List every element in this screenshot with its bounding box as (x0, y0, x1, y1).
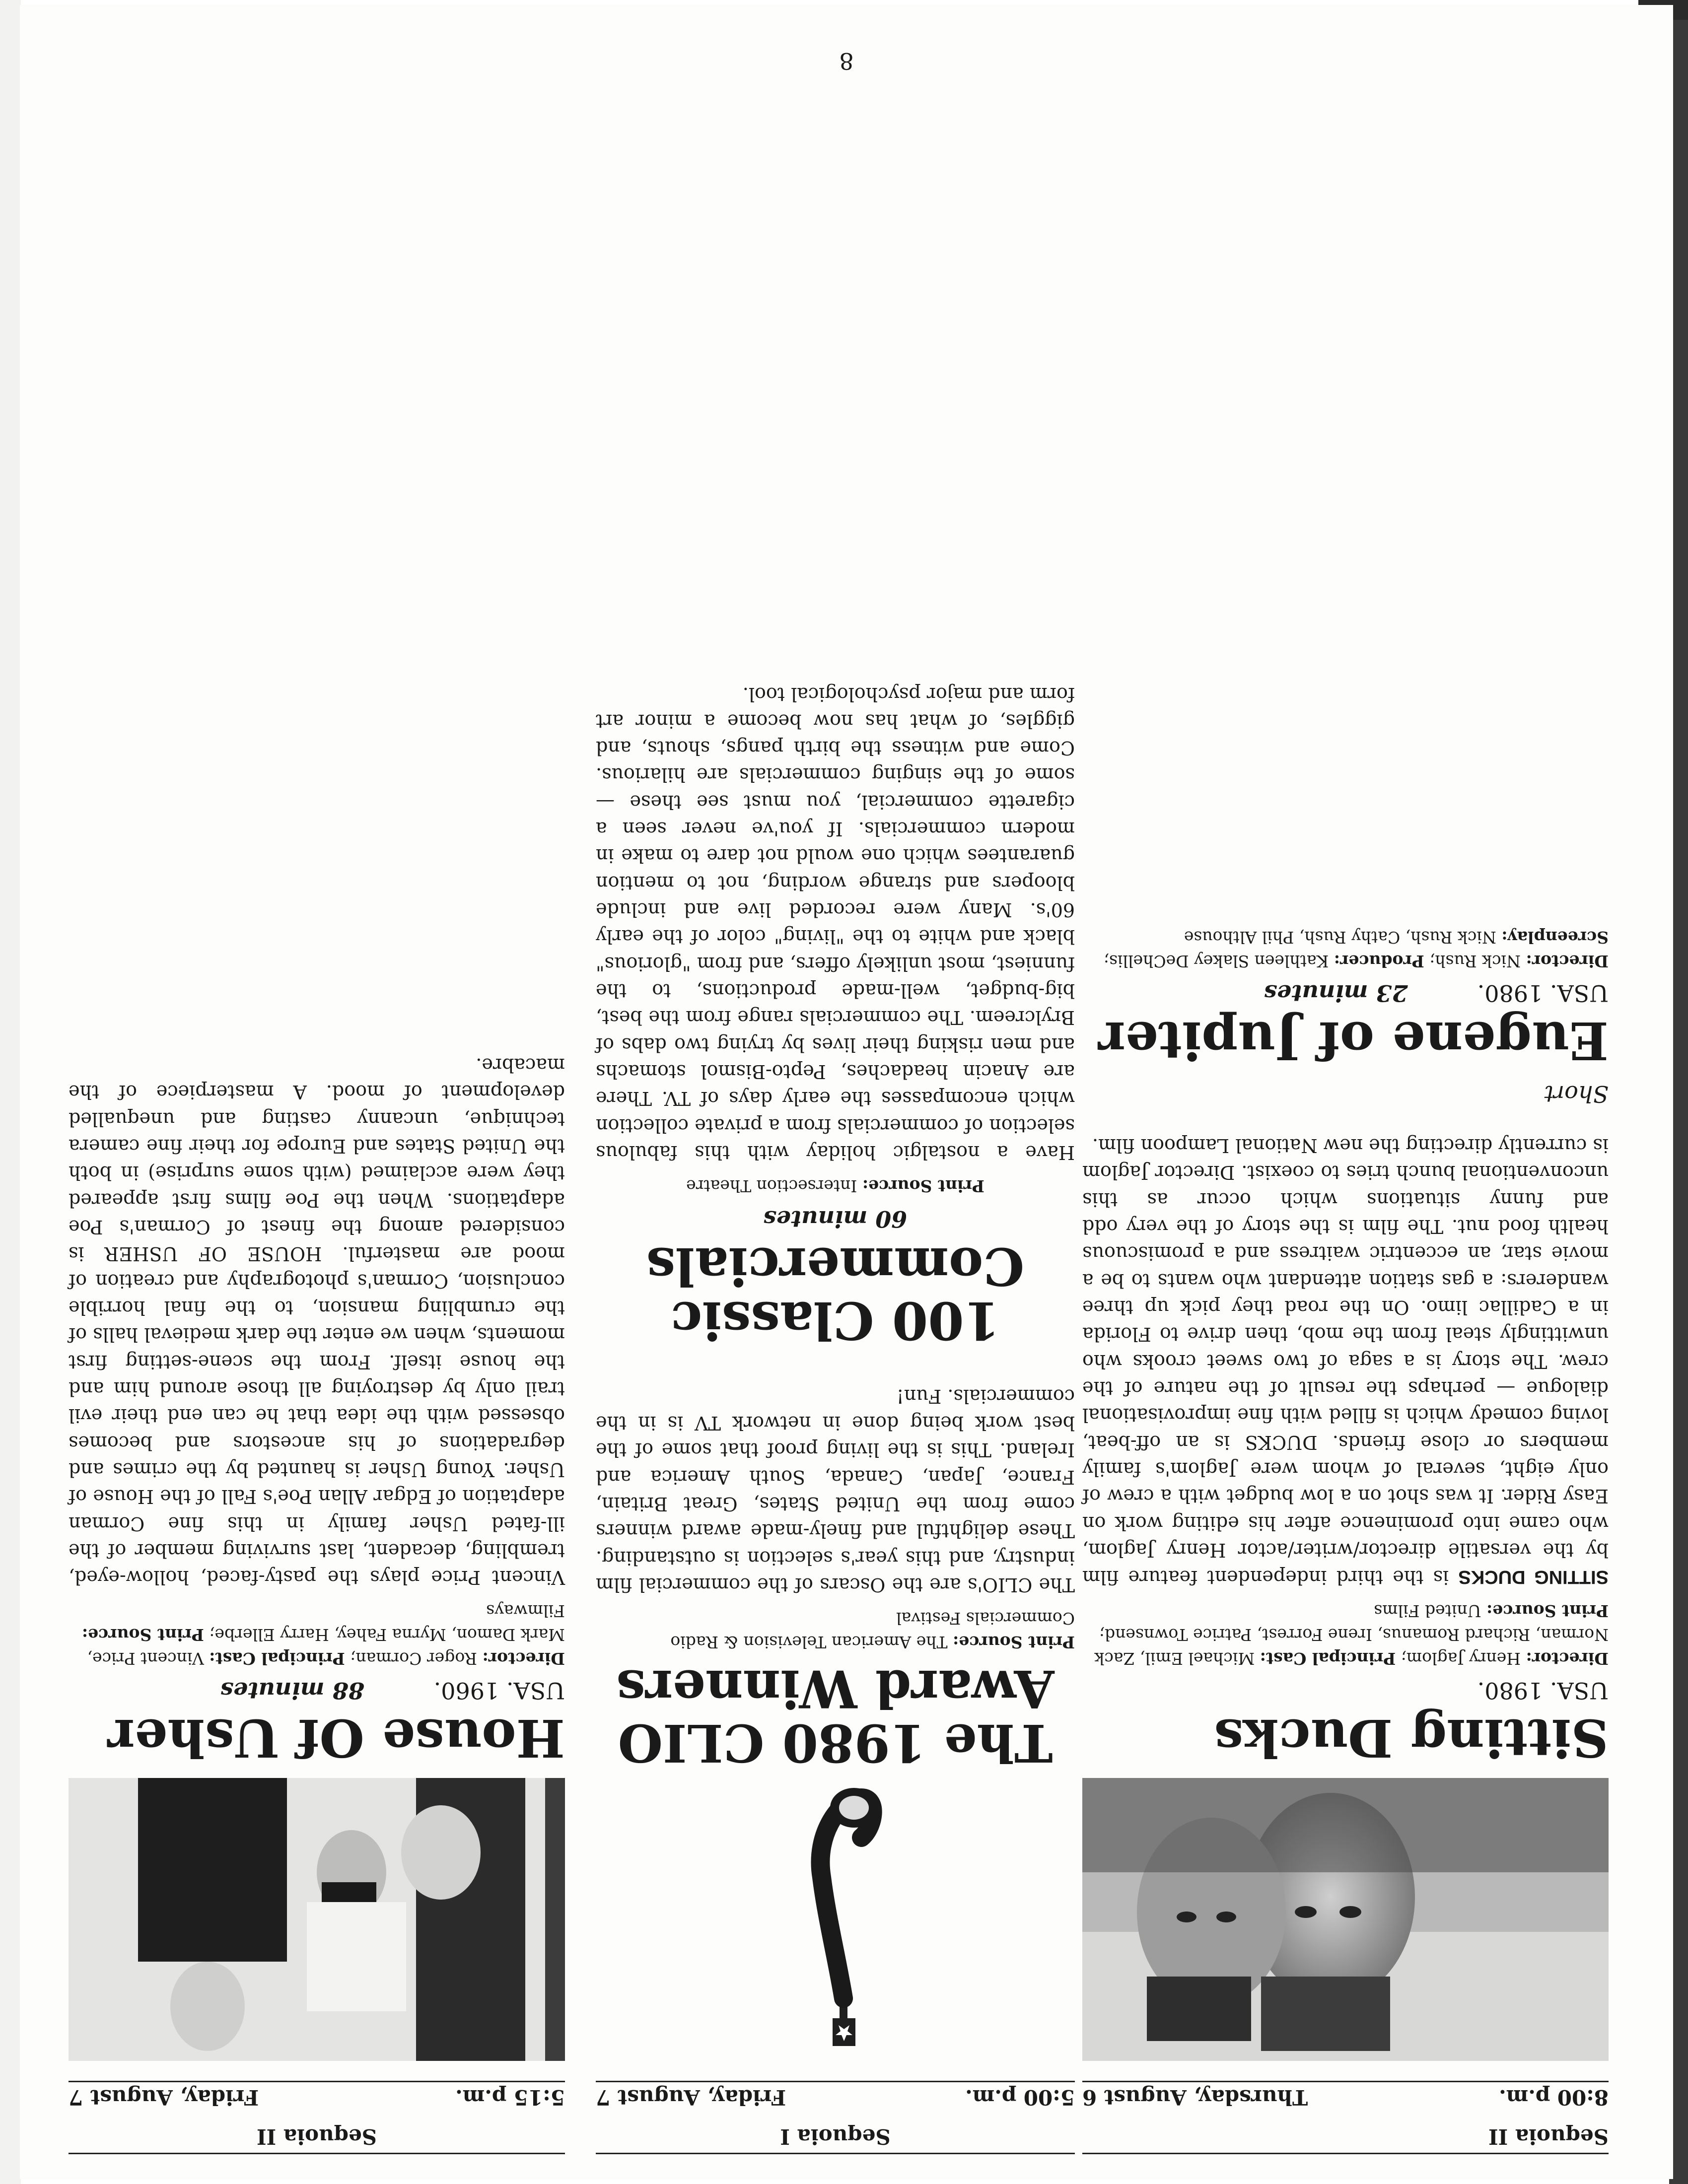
credit-label: Print Source: (81, 1625, 204, 1644)
show-date: Friday, August 7 (69, 2085, 259, 2110)
credit-label: Director: (1526, 1648, 1609, 1668)
short-film-meta (1082, 980, 1609, 1007)
showtime: 5:15 p.m. (455, 2085, 565, 2110)
country-year: USA. 1980. (1477, 1677, 1609, 1704)
credit-label: Screenplay: (1501, 927, 1609, 947)
credit-text: Vincent Price, Mark Damon, Myrna Fahey, Harry Ellerbe; (87, 1625, 565, 1668)
film-meta (1082, 1677, 1609, 1704)
credit-label: Principal Cast: (1260, 1648, 1396, 1668)
second-film-description: Have a nostalgic holiday with this fabulous selection of commercials from a private collection which encompasses the early days of TV. There are Anacin headaches, Pepto-Bismol stomachs and men risking their lives by trying two dabs of Brylcreem. The commercials range from the best, big-budget, well-made productions, to the funniest, most unlikely offers, and from "glorious" black and white to the "living" color of the early 60's. Many were recorded live and include bloopers and strange wording, not to mention guarantees which one would not dare to make in modern commercials. If you've never seen a cigarette commercial, you must see these — some of the singing commercials are hilarious. Come and witness the birth pangs, shouts, and giggles, of what has now become a minor art form and major psychological tool. (596, 683, 1075, 1164)
country-year: USA. 1980. (1477, 979, 1609, 1007)
showtime: 5:00 p.m. (965, 2085, 1075, 2110)
country-year: USA. 1960. (433, 1677, 565, 1704)
film-credits (69, 1599, 565, 1670)
venue: Sequoia II (256, 2124, 377, 2149)
credit-text: Michael Emil, Zack Norman, Richard Romanus, Irene Forrest, Patrice Townsend; (1094, 1625, 1609, 1668)
duration: 60 minutes (763, 1205, 908, 1232)
credit-label: Director: (1526, 951, 1609, 971)
schedule-bar (596, 2081, 1075, 2154)
film-title: The 1980 CLIO Award Winners (616, 1658, 1055, 1774)
film-still-photo (1082, 1778, 1609, 2061)
credit-text: Filmways (486, 1601, 565, 1621)
print-source (596, 1606, 1075, 1654)
description-text: is the third independent feature film by the versatile director/writer/actor Henry Jaglom, who came into prominence after his editing work on Easy Rider. It was shot on a low budget with a crew of only eight, several of whom were Jaglom's family members or close friends. DUCKS is an off-beat, loving comedy which is filled with fine improvisational dialogue — perhaps the result of the nature of the crew. The story is a saga of two sweet crooks who unwittingly steal from the mob, then drive to Florida in a Cadillac limo. On the road they pick up three wanderers: a gas station attendant who wants to be a movie star, an eccentric waitress and a promiscuous health food nut. The film is the story of the very odd and funny situations which occur as this unconventional bunch tries to coexist. Director Jaglom is currently directing the new National Lampoon film. (1082, 1135, 1609, 1589)
credit-label: Principal Cast: (209, 1648, 345, 1668)
venue: Sequoia II (1488, 2124, 1609, 2149)
film-meta (69, 1677, 565, 1704)
short-film-credits (1082, 925, 1609, 973)
film-title-inline: SITTING DUCKS (1458, 1567, 1609, 1588)
film-title: Sitting Ducks (1214, 1707, 1609, 1769)
column-clio (596, 681, 1075, 2154)
venue: Sequoia I (780, 2124, 891, 2149)
column-usher (69, 1052, 565, 2154)
credit-text: Roger Corman; (345, 1648, 483, 1668)
credit-label: Print Source: (1486, 1601, 1609, 1621)
print-source-label: Print Source: (862, 1176, 985, 1196)
second-film-meta (596, 1206, 1075, 1232)
short-film-title: Eugene of Jupiter (1098, 1010, 1609, 1071)
second-print-source (596, 1174, 1075, 1198)
credit-label: Director: (482, 1648, 565, 1668)
credit-text: United Films (1374, 1601, 1487, 1621)
film-still-photo (69, 1778, 565, 2061)
schedule-bar (1082, 2081, 1609, 2154)
clio-trophy-icon (596, 1783, 1075, 2066)
print-source-text: The American Television & Radio Commercials Festival (670, 1608, 1075, 1652)
duration: 23 minutes (1264, 979, 1408, 1007)
credit-text: Kathleen Slakey DeChellis; (1103, 951, 1334, 971)
column-sitting-ducks (1082, 917, 1609, 2154)
duration: 88 minutes (220, 1677, 364, 1704)
program-page (20, 5, 1673, 2179)
short-label: Short (1544, 1080, 1609, 1107)
show-date: Friday, August 7 (596, 2085, 786, 2110)
print-source-text: Intersection Theatre (686, 1176, 862, 1196)
credit-text: Nick Rush, Cathy Rush, Phil Althouse (1184, 927, 1502, 947)
schedule-bar (69, 2081, 565, 2154)
credit-label: Producer: (1334, 951, 1424, 971)
page-number: 8 (839, 48, 854, 74)
credit-text: Nick Rush; (1424, 951, 1526, 971)
show-date: Thursday, August 6 (1082, 2085, 1308, 2110)
film-description (1082, 1132, 1609, 1591)
credit-text: Henry Jaglom; (1396, 1648, 1526, 1668)
print-source-label: Print Source: (953, 1632, 1075, 1652)
film-credits (1082, 1599, 1609, 1670)
film-description: Vincent Price plays the pasty-faced, hollow-eyed, trembling, decadent, last surviving member of the ill-fated Usher family in this fine Corman adaptation of Edgar Allan Poe's Fall of the House of Usher. Young Usher is haunted by the crimes and degradations of his ancestors and becomes obsessed with the idea that he can end their evil trail only by destroying all those around him and the house itself. From the scene-setting first moments, when we enter the dark medieval halls of the crumbling mansion, to the final horrible conclusion, Corman's photography and creation of mood are masterful. HOUSE OF USHER is considered among the finest of Corman's Poe adaptations. When the Poe films first appeared they were acclaimed (with some surprise) in both the United States and Europe for their fine camera technique, uncanny casting and unequalled development of mood. A masterpiece of the macabre. (69, 1054, 565, 1589)
film-title: House Of Usher (107, 1707, 565, 1769)
second-film-title: 100 Classic Commercials (646, 1236, 1025, 1352)
film-description: The CLIO's are the Oscars of the commercial film industry, and this year's selection is outstanding. These delightful and finely-made award winners come from the United States, Great Britain, France, Japan, Canada, South America and Ireland. This is the living proof that some of the best work being done in network TV is in the commercials. Fun! (596, 1385, 1075, 1596)
showtime: 8:00 p.m. (1499, 2085, 1609, 2110)
